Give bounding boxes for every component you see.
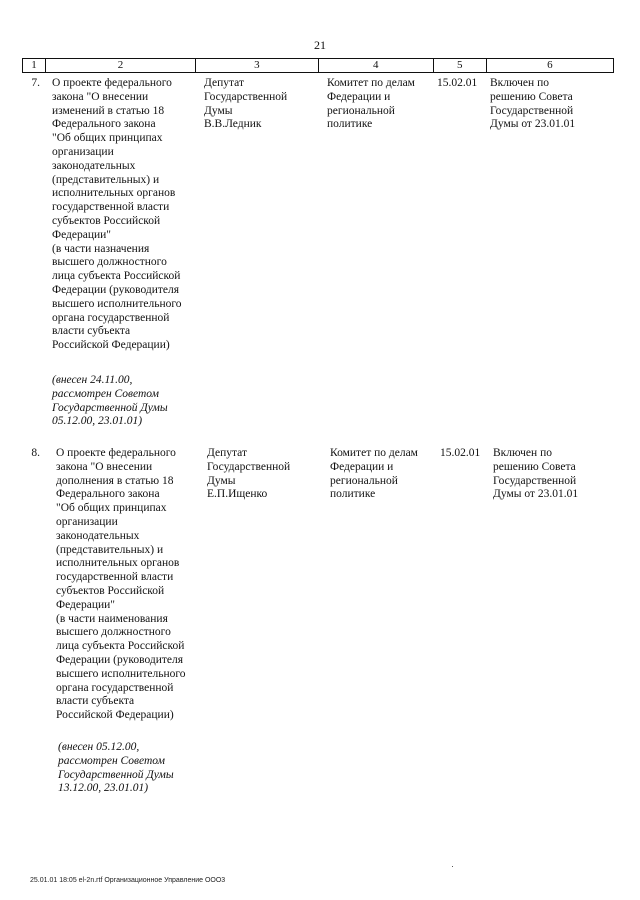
date: 15.02.01	[437, 77, 478, 89]
column-header: 4	[318, 59, 433, 72]
responsible-committee: Комитет по делам Федерации и региональной политике	[327, 77, 415, 131]
table-header	[22, 58, 614, 73]
bill-author: Депутат Государственной Думы Е.П.Ищенко	[207, 447, 291, 501]
status: Включен по решению Совета Государственной Думы от 23.01.01	[490, 77, 576, 131]
column-header: 3	[195, 59, 317, 72]
bill-history-note: (внесен 05.12.00, рассмотрен Советом Государственной Думы 13.12.00, 23.01.01)	[58, 741, 174, 795]
column-header: 6	[486, 59, 613, 72]
row-number: 7.	[31, 77, 40, 89]
column-header: 5	[433, 59, 486, 72]
bill-title: О проекте федерального закона "О внесении изменений в статью 18 Федерального закона "Об общих принципах организации законодательных (представительных) и исполнительных органов государственной власти субъектов Российской Федерации" (в части назначения высшего должностного лица субъекта Российской Федерации (руководителя высшего исполнительного органа государственной власти субъекта Российской Федерации)	[52, 77, 182, 352]
document-footer: 25.01.01 18:05 el-2n.rtf Организационное Управление ООО3	[30, 877, 226, 884]
bill-author: Депутат Государственной Думы В.В.Ледник	[204, 77, 288, 131]
scan-speck	[452, 866, 453, 867]
row-number: 8.	[31, 447, 40, 459]
date: 15.02.01	[440, 447, 481, 459]
responsible-committee: Комитет по делам Федерации и региональной политике	[330, 447, 418, 501]
bill-title: О проекте федерального закона "О внесении дополнения в статью 18 Федерального закона "Об общих принципах организации законодательных (представительных) и исполнительных органов государственной власти субъектов Российской Федерации" (в части наименования высшего должностного лица субъекта Российской Федерации (руководителя высшего исполнительного органа государственной власти субъекта Российской Федерации)	[56, 447, 186, 722]
status: Включен по решению Совета Государственной Думы от 23.01.01	[493, 447, 579, 501]
bill-history-note: (внесен 24.11.00, рассмотрен Советом Государственной Думы 05.12.00, 23.01.01)	[52, 374, 168, 428]
column-header: 1	[31, 59, 37, 71]
column-header: 2	[45, 59, 195, 72]
page-number: 21	[314, 38, 326, 52]
